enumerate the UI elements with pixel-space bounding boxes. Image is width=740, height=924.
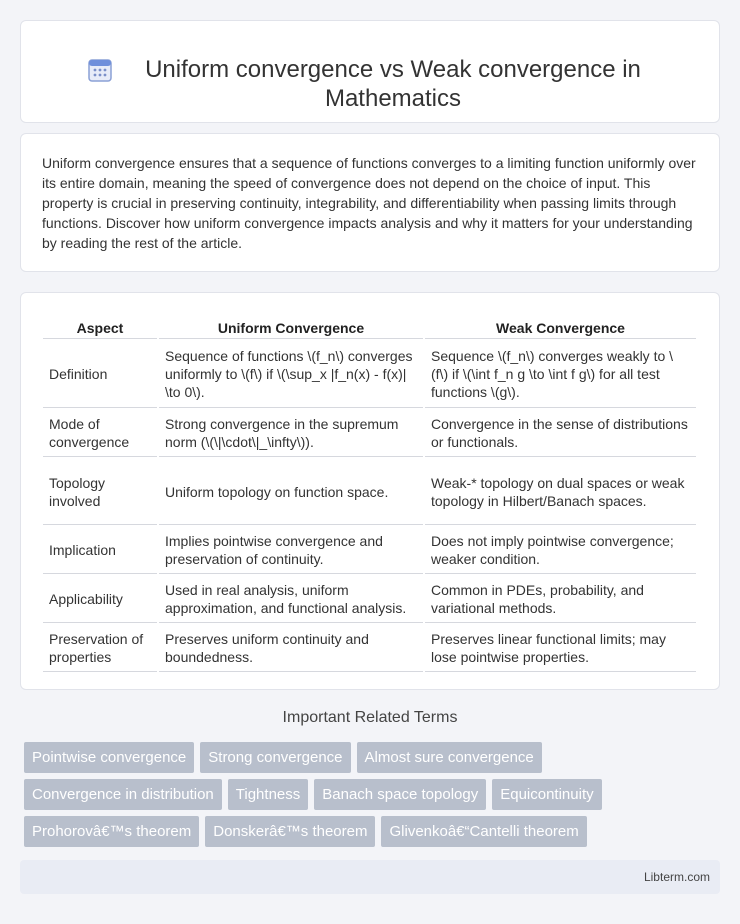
header-uniform: Uniform Convergence <box>159 315 423 339</box>
comparison-table-card <box>20 292 720 690</box>
related-terms-title: Important Related Terms <box>282 709 458 726</box>
table-row <box>43 527 696 574</box>
cell-uniform: Uniform topology on function space. <box>159 459 423 525</box>
cell-weak: Weak-* topology on dual spaces or weak topology in Hilbert/Banach spaces. <box>425 459 696 525</box>
related-term-tag[interactable]: Pointwise convergence <box>24 742 194 773</box>
cell-uniform: Implies pointwise convergence and preservation of continuity. <box>159 527 423 574</box>
cell-aspect: Implication <box>43 527 157 574</box>
intro-text: Uniform convergence ensures that a sequence of functions converges to a limiting function uniformly over its entire domain, meaning the speed of convergence does not depend on the choice of input. This property is crucial in preserving continuity, integrability, and differentiability when passing limits through functions. Discover how uniform convergence impacts analysis and why it matters for your understanding by reading the rest of the article. <box>42 155 696 251</box>
cell-weak: Sequence \(f_n\) converges weakly to \(f\) if \(\int f_n g \to \int f g\) for all test functions \(g\). <box>425 341 696 408</box>
footer-brand-link[interactable]: Libterm.com <box>643 870 710 884</box>
related-terms-list <box>24 742 724 853</box>
table-row <box>43 410 696 457</box>
cell-weak: Convergence in the sense of distributions or functionals. <box>425 410 696 457</box>
related-term-tag[interactable]: Donskerâ€™s theorem <box>205 816 375 847</box>
cell-weak: Preserves linear functional limits; may lose pointwise properties. <box>425 625 696 672</box>
table-row <box>43 459 696 525</box>
comparison-table <box>41 313 698 674</box>
title-card <box>20 20 720 123</box>
related-term-tag[interactable]: Banach space topology <box>314 779 486 810</box>
table-row <box>43 341 696 408</box>
table-row <box>43 625 696 672</box>
cell-aspect: Topology involved <box>43 459 157 525</box>
related-term-tag[interactable]: Strong convergence <box>200 742 350 773</box>
cell-aspect: Mode of convergence <box>43 410 157 457</box>
related-term-tag[interactable]: Equicontinuity <box>492 779 601 810</box>
cell-weak: Common in PDEs, probability, and variational methods. <box>425 576 696 623</box>
cell-weak: Does not imply pointwise convergence; weaker condition. <box>425 527 696 574</box>
related-term-tag[interactable]: Almost sure convergence <box>357 742 542 773</box>
table-header-row <box>43 315 696 339</box>
related-term-tag[interactable]: Convergence in distribution <box>24 779 222 810</box>
cell-uniform: Strong convergence in the supremum norm (\(\|\cdot\|_\infty\)). <box>159 410 423 457</box>
tag-row <box>24 742 724 773</box>
related-term-tag[interactable]: Glivenkoâ€“Cantelli theorem <box>381 816 586 847</box>
cell-uniform: Preserves uniform continuity and boundedness. <box>159 625 423 672</box>
table-row <box>43 576 696 623</box>
cell-uniform: Sequence of functions \(f_n\) converges uniformly to \(f\) if \(\sup_x |f_n(x) - f(x)| \to 0\). <box>159 341 423 408</box>
tag-row <box>24 816 724 847</box>
header-weak: Weak Convergence <box>425 315 696 339</box>
cell-uniform: Used in real analysis, uniform approximation, and functional analysis. <box>159 576 423 623</box>
cell-aspect: Applicability <box>43 576 157 623</box>
header-aspect: Aspect <box>43 315 157 339</box>
calendar-icon <box>87 57 113 83</box>
page-title: Uniform convergence vs Weak convergence in Mathematics <box>145 55 641 112</box>
cell-aspect: Definition <box>43 341 157 408</box>
footer <box>20 860 720 894</box>
related-term-tag[interactable]: Prohorovâ€™s theorem <box>24 816 199 847</box>
tag-row <box>24 779 724 810</box>
related-term-tag[interactable]: Tightness <box>228 779 308 810</box>
intro-card <box>20 133 720 272</box>
cell-aspect: Preservation of properties <box>43 625 157 672</box>
